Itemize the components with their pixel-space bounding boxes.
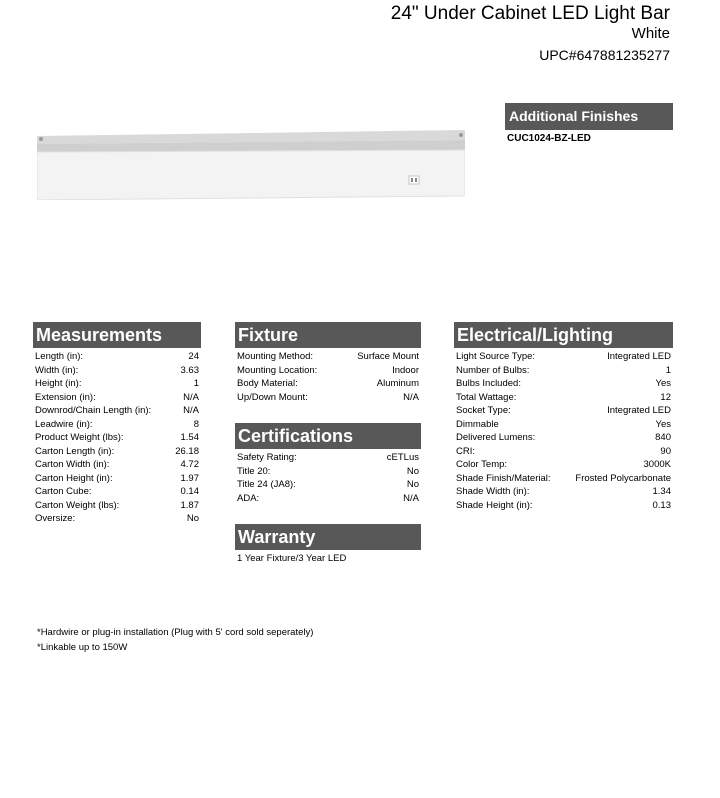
measurements-row — [35, 485, 199, 499]
measurements-header: Measurements — [33, 322, 201, 348]
spec-value: Integrated LED — [607, 405, 671, 416]
fixture-row — [237, 391, 419, 405]
electrical-section — [454, 322, 673, 512]
spec-value: 3000K — [643, 459, 671, 470]
spec-label: Leadwire (in): — [35, 418, 93, 430]
spec-label: Dimmable — [456, 418, 499, 430]
spec-value: No — [406, 465, 419, 477]
spec-label: Color Temp: — [456, 459, 508, 470]
measurements-row — [35, 391, 199, 405]
spec-value: 3.63 — [180, 364, 199, 376]
spec-label: Extension (in): — [35, 391, 96, 403]
spec-label: Total Wattage: — [456, 391, 517, 403]
spec-value: 1.87 — [180, 499, 199, 511]
spec-value: 1 — [193, 378, 199, 389]
spec-value: N/A — [183, 391, 199, 403]
certifications-row — [237, 492, 419, 506]
certifications-rows — [235, 451, 421, 505]
spec-value: 12 — [660, 391, 671, 403]
spec-value: Indoor — [392, 364, 419, 376]
electrical-row — [456, 377, 671, 391]
measurements-row — [35, 499, 199, 513]
spec-value: No — [186, 513, 199, 524]
certifications-row — [237, 451, 419, 465]
spec-label: Bulbs Included: — [456, 378, 521, 389]
spec-label: Product Weight (lbs): — [35, 432, 124, 443]
spec-value: 24 — [188, 351, 199, 362]
footnotes — [37, 625, 313, 655]
spec-value: Frosted Polycarbonate — [575, 472, 671, 484]
measurements-rows — [33, 350, 201, 526]
fixture-rows — [235, 350, 421, 404]
certifications-header: Certifications — [235, 423, 421, 449]
spec-value: 90 — [660, 445, 671, 457]
warranty-header: Warranty — [235, 524, 421, 550]
spec-value: Yes — [655, 378, 671, 389]
measurements-row — [35, 350, 199, 364]
warranty-section — [235, 524, 421, 566]
spec-label: Downrod/Chain Length (in): — [35, 405, 152, 416]
electrical-row — [456, 364, 671, 378]
fixture-row — [237, 350, 419, 364]
additional-finishes-header: Additional Finishes — [505, 103, 673, 130]
measurements-row — [35, 445, 199, 459]
measurements-row — [35, 418, 199, 432]
spec-value: Integrated LED — [607, 351, 671, 362]
spec-label: Title 20: — [237, 465, 271, 477]
spec-value: Aluminum — [376, 378, 419, 389]
spec-value: 840 — [655, 432, 671, 443]
spec-label: Oversize: — [35, 513, 76, 524]
spec-label: Socket Type: — [456, 405, 511, 416]
spec-value: N/A — [183, 405, 199, 416]
electrical-row — [456, 404, 671, 418]
electrical-row — [456, 472, 671, 486]
spec-label: Shade Width (in): — [456, 486, 530, 497]
warranty-rows — [235, 552, 421, 566]
spec-label: Width (in): — [35, 364, 79, 376]
spec-label: CRI: — [456, 445, 475, 457]
certifications-row — [237, 478, 419, 492]
electrical-row — [456, 485, 671, 499]
spec-value: 4.72 — [180, 459, 199, 470]
electrical-row — [456, 458, 671, 472]
spec-value: Surface Mount — [357, 351, 419, 362]
spec-label: 1 Year Fixture/3 Year LED — [237, 553, 347, 564]
spec-value: cETLus — [386, 452, 419, 463]
spec-label: Shade Finish/Material: — [456, 472, 551, 484]
measurements-row — [35, 458, 199, 472]
measurements-row — [35, 431, 199, 445]
electrical-header: Electrical/Lighting — [454, 322, 673, 348]
fixture-row — [237, 364, 419, 378]
electrical-row — [456, 431, 671, 445]
fixture-row — [237, 377, 419, 391]
measurements-row — [35, 472, 199, 486]
spec-value: 1.34 — [652, 486, 671, 497]
finish-item: CUC1024-BZ-LED — [507, 133, 591, 144]
certifications-row — [237, 465, 419, 479]
spec-label: Number of Bulbs: — [456, 364, 530, 376]
spec-label: Light Source Type: — [456, 351, 536, 362]
spec-value: N/A — [403, 391, 419, 403]
spec-value: N/A — [403, 492, 419, 504]
electrical-row — [456, 445, 671, 459]
product-upc: UPC#647881235277 — [539, 47, 670, 63]
spec-label: Up/Down Mount: — [237, 391, 308, 403]
spec-value: No — [406, 479, 419, 490]
spec-label: Length (in): — [35, 351, 84, 362]
spec-value: 1.54 — [180, 432, 199, 443]
spec-label: Carton Cube: — [35, 486, 92, 497]
product-finish: White — [631, 25, 670, 42]
electrical-row — [456, 418, 671, 432]
spec-value: 0.13 — [652, 499, 671, 511]
spec-label: Safety Rating: — [237, 452, 297, 463]
warranty-row — [237, 552, 419, 566]
measurements-row — [35, 404, 199, 418]
electrical-row — [456, 499, 671, 513]
measurements-row — [35, 512, 199, 526]
spec-value: Yes — [655, 418, 671, 430]
led-light-bar-image — [37, 130, 465, 200]
spec-value: 1 — [665, 364, 671, 376]
spec-label: Height (in): — [35, 378, 82, 389]
spec-label: Carton Height (in): — [35, 472, 113, 484]
measurements-section — [33, 322, 201, 526]
spec-label: Mounting Location: — [237, 364, 318, 376]
spec-label: Carton Weight (lbs): — [35, 499, 120, 511]
spec-label: Shade Height (in): — [456, 499, 533, 511]
fixture-section — [235, 322, 421, 404]
spec-label: Carton Width (in): — [35, 459, 110, 470]
spec-value: 0.14 — [180, 486, 199, 497]
electrical-rows — [454, 350, 673, 512]
certifications-section — [235, 423, 421, 505]
spec-label: Mounting Method: — [237, 351, 314, 362]
spec-value: 1.97 — [180, 472, 199, 484]
measurements-row — [35, 364, 199, 378]
spec-label: Delivered Lumens: — [456, 432, 536, 443]
fixture-header: Fixture — [235, 322, 421, 348]
spec-value: 8 — [193, 418, 199, 430]
footnote-item: *Linkable up to 150W — [37, 642, 128, 653]
footnote-item: *Hardwire or plug-in installation (Plug with 5' cord sold seperately) — [37, 627, 314, 638]
spec-label: Carton Length (in): — [35, 445, 115, 457]
product-title: 24" Under Cabinet LED Light Bar — [390, 3, 670, 24]
electrical-row — [456, 391, 671, 405]
spec-label: ADA: — [237, 492, 260, 504]
measurements-row — [35, 377, 199, 391]
spec-value: 26.18 — [175, 445, 199, 457]
electrical-row — [456, 350, 671, 364]
spec-label: Title 24 (JA8): — [237, 479, 296, 490]
spec-label: Body Material: — [237, 378, 298, 389]
